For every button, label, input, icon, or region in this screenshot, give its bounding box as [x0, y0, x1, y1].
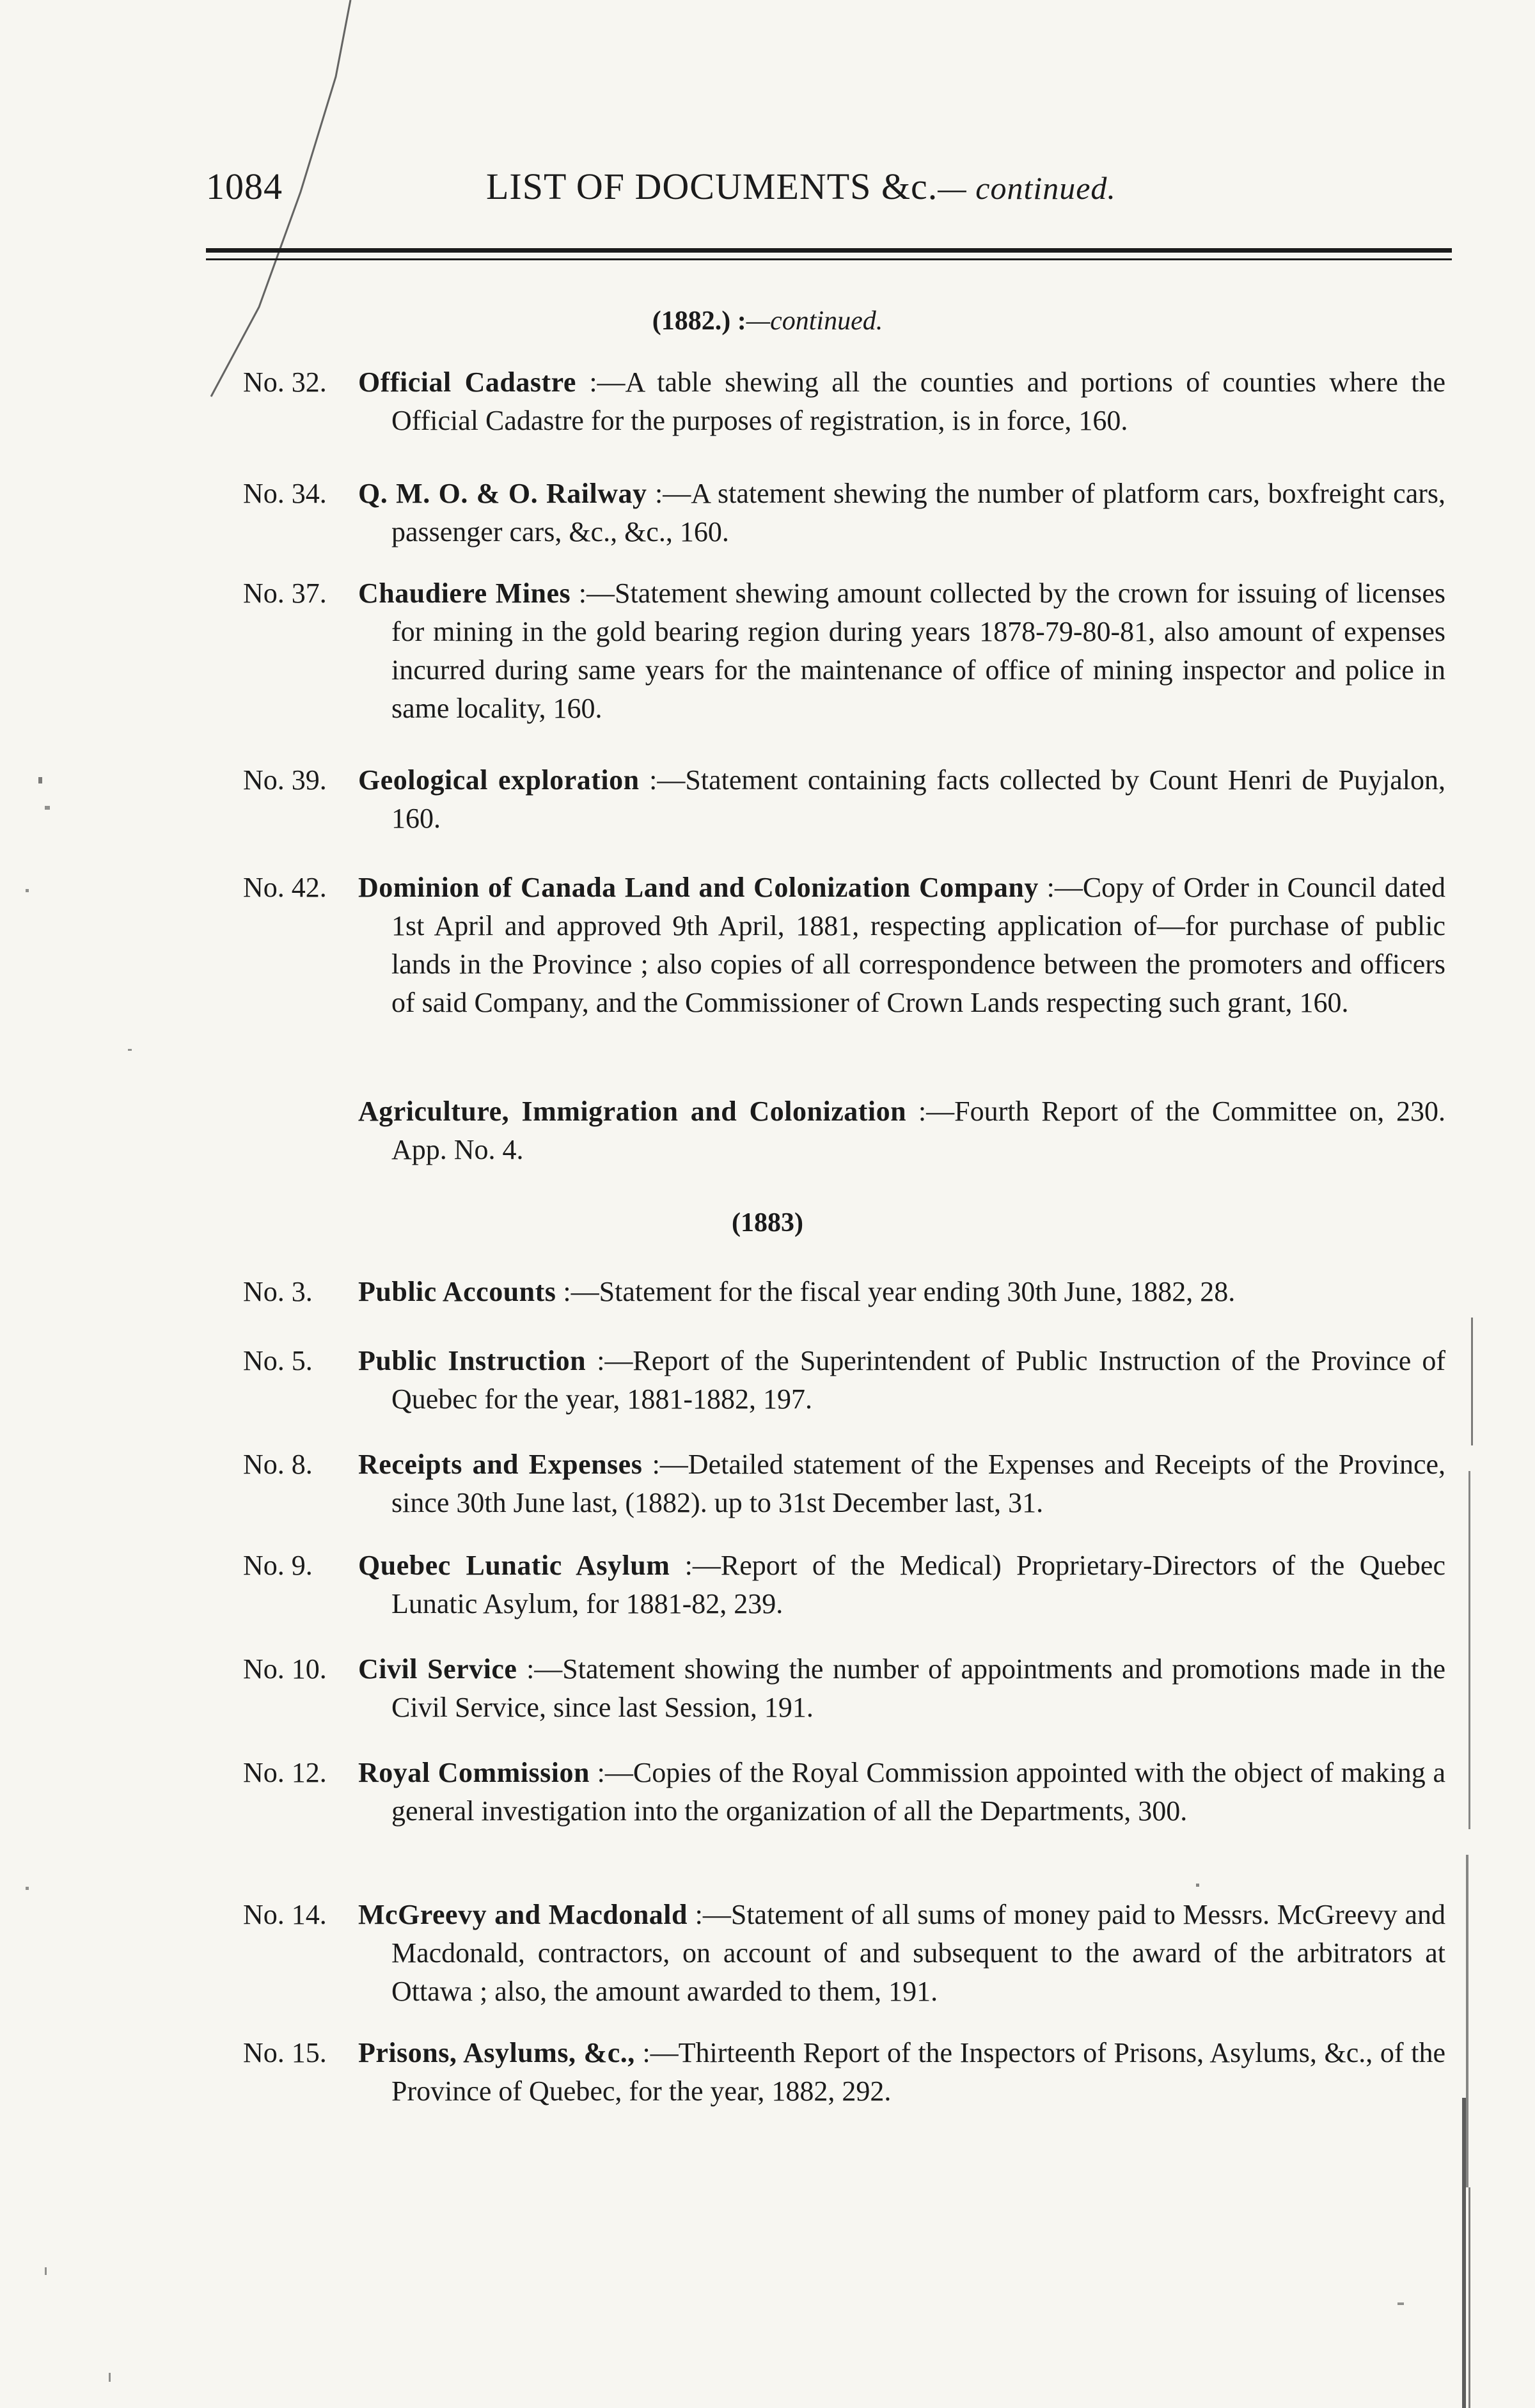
document-entry-no-39	[243, 761, 1445, 838]
entry-title: Official Cadastre	[358, 366, 576, 398]
entry-body	[358, 1754, 1445, 1830]
entry-body	[358, 1092, 1445, 1169]
scan-streak	[1471, 1318, 1473, 1445]
running-title-continued: — continued.	[938, 170, 1116, 206]
header-rule-thin	[206, 258, 1452, 260]
entry-body	[358, 1273, 1445, 1311]
entry-number: No. 37.	[243, 578, 327, 609]
entry-title: Dominion of Canada Land and Colonization Company	[358, 872, 1039, 903]
entry-number: No. 32.	[243, 366, 327, 398]
entry-title: Chaudiere Mines	[358, 578, 571, 609]
entry-body	[358, 2034, 1445, 2111]
speckle	[45, 2267, 47, 2275]
scan-streak	[1468, 2187, 1470, 2408]
document-entry-no-34	[243, 475, 1445, 551]
entry-title: Prisons, Asylums, &c.,	[358, 2037, 635, 2068]
entry-text: :—Statement for the fiscal year ending 30th June, 1882, 28.	[556, 1276, 1236, 1307]
entry-title: Public Instruction	[358, 1345, 586, 1376]
speckle	[26, 889, 29, 892]
entry-text: :—Statement containing facts collected by Count Henri de Puyjalon, 160.	[391, 764, 1445, 834]
entry-number: No. 8.	[243, 1449, 313, 1480]
entry-number: No. 10.	[243, 1653, 327, 1685]
entry-text: :—Statement shewing amount collected by the crown for issuing of licenses for mining in the gold bearing region during years 1878-79-80-81, also amount of expenses incurred during same years for the maintenance of office of mining inspector and police in same locality, 160.	[391, 578, 1445, 724]
entry-body	[358, 1896, 1445, 2011]
speckle	[26, 1887, 29, 1890]
header-rule-thick	[206, 248, 1452, 253]
speckle	[1196, 1884, 1199, 1887]
entry-number: No. 14.	[243, 1899, 327, 1930]
entry-text: :—A statement shewing the number of platform cars, boxfreight cars, passenger cars, &c., &c., 160.	[391, 478, 1446, 547]
entry-title: Public Accounts	[358, 1276, 556, 1307]
entry-title: Receipts and Expenses	[358, 1449, 643, 1480]
running-title-text: LIST OF DOCUMENTS &c.	[486, 166, 938, 207]
entry-text: :—Detailed statement of the Expenses and Receipts of the Province, since 30th June last, (1882). up to 31st December last, 31.	[391, 1449, 1445, 1518]
scan-streak	[1462, 2098, 1466, 2408]
entry-body	[358, 869, 1445, 1022]
entry-title: Civil Service	[358, 1653, 517, 1685]
entry-body	[358, 1650, 1445, 1727]
entry-text: :—Copies of the Royal Commission appointed with the object of making a general investigation into the organization of all the Departments, 300.	[391, 1757, 1445, 1827]
section-heading-1882-continued: —continued.	[746, 306, 883, 336]
entry-title: Quebec Lunatic Asylum	[358, 1550, 670, 1581]
entry-number: No. 34.	[243, 478, 327, 509]
entry-title: Q. M. O. & O. Railway	[358, 478, 647, 509]
entry-body	[358, 574, 1445, 728]
entry-number: No. 42.	[243, 872, 327, 903]
entry-number: No. 5.	[243, 1345, 313, 1376]
entry-title: McGreevy and Macdonald	[358, 1899, 688, 1930]
entry-text: :—Copy of Order in Council dated 1st April and approved 9th April, 1881, respecting application of—for purchase of public lands in the Province ; also copies of all correspondence between the promoters and officers of said Company, and the Commissioner of Crown Lands respecting such grant, 160.	[391, 872, 1445, 1018]
entry-body	[358, 363, 1445, 440]
entry-number: No. 39.	[243, 764, 327, 796]
section-heading-1882	[0, 306, 1535, 336]
entry-title: Geological exploration	[358, 764, 640, 796]
scan-streak	[1466, 1855, 1468, 2187]
speckle	[45, 806, 50, 810]
section-heading-1882-text: (1882.) :	[652, 306, 746, 336]
entry-text: :—Statement of all sums of money paid to Messrs. McGreevy and Macdonald, contractors, on account of and subsequent to the award of the arbitrators at Ottawa ; also, the amount awarded to them, 191.	[391, 1899, 1446, 2007]
document-entry-no-32	[243, 363, 1445, 440]
entry-title: Royal Commission	[358, 1757, 590, 1788]
entry-text: :—Statement showing the number of appointments and promotions made in the Civil Service, since last Session, 191.	[391, 1653, 1446, 1723]
speckle	[128, 1049, 132, 1051]
document-entry-no-5	[243, 1342, 1445, 1419]
scan-streak	[1468, 1471, 1470, 1829]
entry-body	[358, 1342, 1445, 1419]
entry-number: No. 15.	[243, 2037, 327, 2068]
document-entry-no-3	[243, 1273, 1445, 1311]
document-entry-no-12	[243, 1754, 1445, 1830]
document-entry-no-42	[243, 869, 1445, 1022]
entry-title: Agriculture, Immigration and Colonization	[358, 1096, 907, 1127]
section-heading-1883: (1883)	[732, 1208, 803, 1238]
entry-text: :—Report of the Medical) Proprietary-Directors of the Quebec Lunatic Asylum, for 1881-82, 239.	[391, 1550, 1445, 1619]
document-entry-no-14	[243, 1896, 1445, 2011]
running-title	[486, 165, 1116, 208]
entry-body	[358, 475, 1445, 551]
entry-text: :—Thirteenth Report of the Inspectors of Prisons, Asylums, &c., of the Province of Quebec, for the year, 1882, 292.	[391, 2037, 1445, 2107]
entry-number: No. 12.	[243, 1757, 327, 1788]
document-entry-no-37	[243, 574, 1445, 728]
entry-body	[358, 761, 1445, 838]
document-entry-no-15	[243, 2034, 1445, 2111]
speckle	[38, 777, 42, 783]
entry-text: :—Report of the Superintendent of Public Instruction of the Province of Quebec for the year, 1881-1882, 197.	[391, 1345, 1445, 1415]
document-entry-no-9	[243, 1546, 1445, 1623]
speckle	[109, 2373, 111, 2382]
speckle	[1397, 2302, 1404, 2305]
document-entry-no-8	[243, 1445, 1445, 1522]
entry-body	[358, 1546, 1445, 1623]
entry-text: :—A table shewing all the counties and portions of counties where the Official Cadastre for the purposes of registration, is in force, 160.	[391, 366, 1445, 436]
entry-text: :—Fourth Report of the Committee on, 230. App. No. 4.	[391, 1096, 1446, 1165]
page-number: 1084	[206, 166, 283, 207]
entry-body	[358, 1445, 1445, 1522]
entry-number: No. 3.	[243, 1276, 313, 1307]
document-entry-agriculture	[243, 1092, 1445, 1169]
entry-number: No. 9.	[243, 1550, 313, 1581]
document-entry-no-10	[243, 1650, 1445, 1727]
